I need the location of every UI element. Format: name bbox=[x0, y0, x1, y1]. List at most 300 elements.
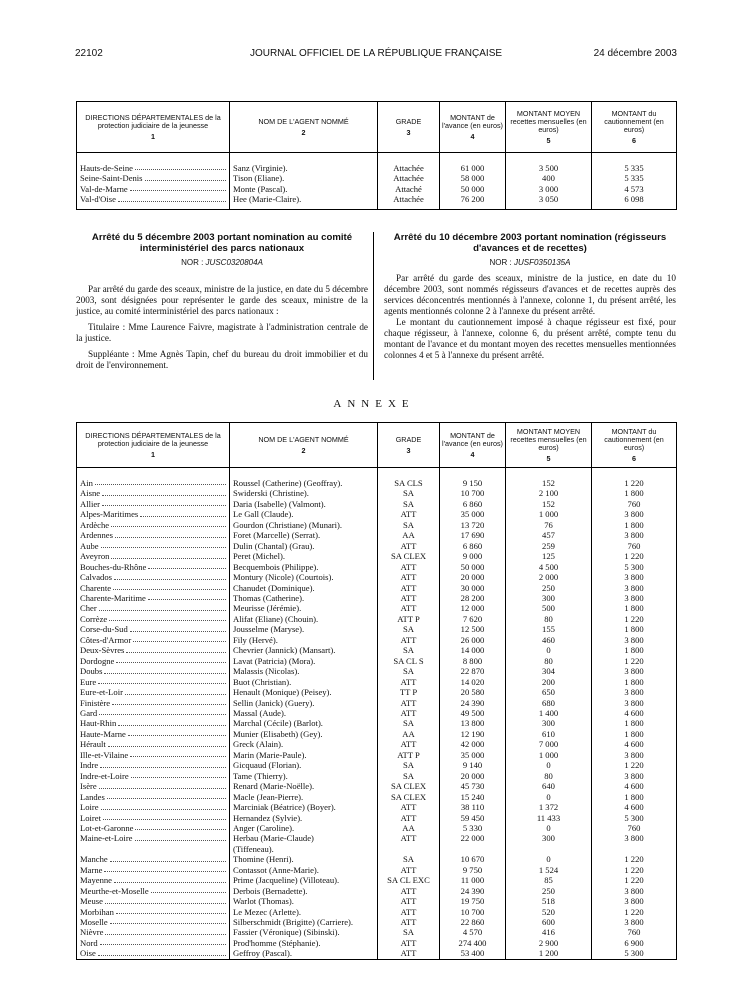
table-row bbox=[77, 572, 677, 582]
agent-name: Prod'homme (Stéphanie). bbox=[230, 938, 378, 948]
advance-amount: 15 240 bbox=[440, 792, 506, 802]
department-label: Mayenne bbox=[80, 875, 112, 886]
table-row bbox=[77, 163, 677, 173]
department-label: Eure-et-Loir bbox=[80, 687, 123, 698]
column-header bbox=[506, 423, 592, 468]
table-row bbox=[77, 603, 677, 613]
advance-amount: 10 700 bbox=[440, 488, 506, 498]
regisseurs-table-top bbox=[76, 101, 677, 210]
bond-amount: 1 800 bbox=[592, 520, 677, 530]
advance-amount: 42 000 bbox=[440, 739, 506, 749]
agent-name: Chanudet (Dominique). bbox=[230, 583, 378, 593]
department-name bbox=[80, 833, 226, 843]
department-label: Aube bbox=[80, 540, 99, 551]
dot-leader bbox=[114, 572, 226, 579]
agent-name: Jousselme (Maryse). bbox=[230, 624, 378, 634]
department-name bbox=[80, 865, 226, 875]
advance-amount: 9 140 bbox=[440, 760, 506, 770]
department-label: Oise bbox=[80, 948, 96, 959]
bond-amount: 1 800 bbox=[592, 677, 677, 687]
dot-leader bbox=[151, 886, 226, 893]
table-row bbox=[77, 499, 677, 509]
table-cell bbox=[77, 739, 230, 749]
dot-leader bbox=[148, 593, 226, 600]
table-row bbox=[77, 750, 677, 760]
table-cell bbox=[77, 603, 230, 613]
monthly-receipts: 0 bbox=[506, 645, 592, 655]
department-name bbox=[80, 781, 226, 791]
monthly-receipts: 0 bbox=[506, 760, 592, 770]
advance-amount: 13 720 bbox=[440, 520, 506, 530]
grade: Attachée bbox=[378, 163, 440, 173]
bond-amount: 4 600 bbox=[592, 781, 677, 791]
bond-amount: 3 800 bbox=[592, 666, 677, 676]
table-cell bbox=[77, 677, 230, 687]
department-label: Hauts-de-Seine bbox=[80, 163, 133, 173]
monthly-receipts: 80 bbox=[506, 614, 592, 624]
department-name bbox=[80, 739, 226, 749]
department-name bbox=[80, 614, 226, 624]
bond-amount: 1 220 bbox=[592, 907, 677, 917]
advance-amount: 22 870 bbox=[440, 666, 506, 676]
article-left-paragraph: Par arrêté du garde des sceaux, ministre de la justice, en date du 5 décembre 2003, sont désignées pour représenter le garde des sceaux, ministre de la justice, au comité interministériel des parcs nationaux : bbox=[76, 284, 368, 316]
table-row bbox=[77, 593, 677, 603]
advance-amount: 274 400 bbox=[440, 938, 506, 948]
advance-amount: 24 390 bbox=[440, 886, 506, 896]
table-row bbox=[77, 194, 677, 204]
article-right-title: Arrêté du 10 décembre 2003 portant nomination (régisseurs d'avances et de recettes) bbox=[393, 232, 667, 254]
monthly-receipts: 416 bbox=[506, 927, 592, 937]
department-label: Ille-et-Vilaine bbox=[80, 749, 129, 760]
department-name bbox=[80, 572, 226, 582]
column-header-number: 6 bbox=[632, 453, 636, 463]
department-name bbox=[80, 687, 226, 697]
department-name bbox=[80, 541, 226, 551]
column-header-label: MONTANT du cautionnement (en euros) bbox=[604, 108, 664, 134]
advance-amount: 14 020 bbox=[440, 677, 506, 687]
bond-amount: 1 220 bbox=[592, 656, 677, 666]
table-row bbox=[77, 173, 677, 183]
table-row bbox=[77, 927, 677, 937]
agent-name: Peret (Michel). bbox=[230, 551, 378, 561]
grade: ATT bbox=[378, 541, 440, 551]
monthly-receipts: 0 bbox=[506, 792, 592, 802]
table-row bbox=[77, 698, 677, 708]
monthly-receipts: 76 bbox=[506, 520, 592, 530]
agent-name: Herbau (Marie-Claude) bbox=[230, 833, 378, 843]
department-name bbox=[80, 927, 226, 937]
table-row bbox=[77, 833, 677, 843]
table-cell bbox=[77, 624, 230, 634]
agent-name: Le Gall (Claude). bbox=[230, 509, 378, 519]
agent-name: Tame (Thierry). bbox=[230, 771, 378, 781]
department-name bbox=[80, 854, 226, 864]
bond-amount: 3 800 bbox=[592, 530, 677, 540]
monthly-receipts: 300 bbox=[506, 718, 592, 728]
department-name bbox=[80, 698, 226, 708]
bond-amount: 4 600 bbox=[592, 739, 677, 749]
table-row bbox=[77, 896, 677, 906]
agent-name: Alifat (Eliane) (Chouin). bbox=[230, 614, 378, 624]
agent-name: Montury (Nicole) (Courtois). bbox=[230, 572, 378, 582]
table-row bbox=[77, 813, 677, 823]
bond-amount: 4 600 bbox=[592, 708, 677, 718]
advance-amount: 50 000 bbox=[440, 562, 506, 572]
department-label: Maine-et-Loire bbox=[80, 833, 133, 844]
table-row bbox=[77, 781, 677, 791]
department-name bbox=[80, 645, 226, 655]
advance-amount: 20 000 bbox=[440, 572, 506, 582]
table-cell bbox=[77, 163, 230, 173]
grade: ATT P bbox=[378, 614, 440, 624]
column-header bbox=[440, 102, 506, 153]
spacer-cell bbox=[230, 959, 378, 960]
grade: SA CL EXC bbox=[378, 875, 440, 885]
spacer-cell bbox=[440, 153, 506, 164]
bond-amount: 4 573 bbox=[592, 184, 677, 194]
table-row bbox=[77, 739, 677, 749]
table-cell bbox=[77, 844, 230, 854]
table-row bbox=[77, 645, 677, 655]
department-name bbox=[80, 886, 226, 896]
department-name bbox=[80, 938, 226, 948]
grade: AA bbox=[378, 530, 440, 540]
department-label: Val-d'Oise bbox=[80, 194, 116, 205]
department-label: Allier bbox=[80, 498, 101, 509]
grade: ATT bbox=[378, 833, 440, 843]
agent-name: Thomas (Catherine). bbox=[230, 593, 378, 603]
monthly-receipts: 7 000 bbox=[506, 739, 592, 749]
table-row bbox=[77, 530, 677, 540]
spacer-cell bbox=[378, 205, 440, 210]
spacer-cell bbox=[230, 153, 378, 164]
grade: ATT bbox=[378, 938, 440, 948]
grade: ATT bbox=[378, 896, 440, 906]
table-cell bbox=[77, 907, 230, 917]
grade: ATT bbox=[378, 813, 440, 823]
bond-amount: 1 800 bbox=[592, 603, 677, 613]
department-name bbox=[80, 499, 226, 509]
page-number: 22102 bbox=[75, 48, 103, 59]
monthly-receipts: 259 bbox=[506, 541, 592, 551]
bond-amount: 3 800 bbox=[592, 509, 677, 519]
table-row bbox=[77, 677, 677, 687]
column-header-number: 3 bbox=[406, 127, 411, 137]
table-cell bbox=[77, 781, 230, 791]
advance-amount: 61 000 bbox=[440, 163, 506, 173]
department-label: Hérault bbox=[80, 739, 106, 750]
table-cell bbox=[77, 698, 230, 708]
monthly-receipts: 610 bbox=[506, 729, 592, 739]
column-header-number: 1 bbox=[151, 131, 155, 141]
bond-amount: 760 bbox=[592, 927, 677, 937]
table-row bbox=[77, 583, 677, 593]
advance-amount: 38 110 bbox=[440, 802, 506, 812]
agent-name: Marciniak (Béatrice) (Boyer). bbox=[230, 802, 378, 812]
dot-leader bbox=[99, 781, 226, 788]
department-label: Ain bbox=[80, 478, 93, 488]
grade: ATT bbox=[378, 635, 440, 645]
agent-name: Tison (Eliane). bbox=[230, 173, 378, 183]
table-row bbox=[77, 184, 677, 194]
table-cell bbox=[77, 635, 230, 645]
column-header-number: 4 bbox=[470, 131, 475, 141]
grade: ATT bbox=[378, 572, 440, 582]
department-name bbox=[80, 478, 226, 488]
table-cell bbox=[77, 488, 230, 498]
table-cell bbox=[77, 614, 230, 624]
dot-leader bbox=[116, 907, 226, 914]
monthly-receipts: 304 bbox=[506, 666, 592, 676]
table-cell bbox=[77, 551, 230, 561]
grade: SA bbox=[378, 499, 440, 509]
grade: SA bbox=[378, 666, 440, 676]
dot-leader bbox=[111, 551, 226, 558]
table-cell bbox=[77, 729, 230, 739]
dot-leader bbox=[130, 624, 226, 631]
bond-amount: 1 800 bbox=[592, 488, 677, 498]
column-header-number: 2 bbox=[301, 445, 306, 455]
bond-amount: 1 800 bbox=[592, 645, 677, 655]
column-header-number: 6 bbox=[632, 135, 636, 145]
department-label: Corse-du-Sud bbox=[80, 624, 128, 635]
monthly-receipts: 460 bbox=[506, 635, 592, 645]
column-header-label: MONTANT MOYEN recettes mensuelles (en euros) bbox=[510, 108, 587, 134]
department-name bbox=[80, 184, 226, 194]
table-row bbox=[77, 635, 677, 645]
bond-amount: 760 bbox=[592, 499, 677, 509]
grade: Attaché bbox=[378, 184, 440, 194]
column-header-label: GRADE bbox=[395, 434, 422, 444]
bond-amount: 3 800 bbox=[592, 583, 677, 593]
agent-name: Becquembois (Philippe). bbox=[230, 562, 378, 572]
monthly-receipts: 3 500 bbox=[506, 163, 592, 173]
table-row bbox=[77, 718, 677, 728]
grade: SA bbox=[378, 624, 440, 634]
spacer-cell bbox=[440, 205, 506, 210]
dot-leader bbox=[135, 833, 227, 840]
article-left-paragraph: Suppléante : Mme Agnès Tapin, chef du bureau du droit immobilier et du droit de l'environnement. bbox=[76, 349, 368, 370]
annexe-table bbox=[76, 422, 677, 960]
dot-leader bbox=[140, 509, 226, 516]
spacer-cell bbox=[378, 468, 440, 479]
table-cell bbox=[77, 865, 230, 875]
department-name bbox=[80, 163, 226, 173]
grade: TT P bbox=[378, 687, 440, 697]
table-cell bbox=[77, 896, 230, 906]
table-cell bbox=[77, 572, 230, 582]
department-label: Meurthe-et-Moselle bbox=[80, 885, 149, 896]
table-cell bbox=[77, 583, 230, 593]
table-cell bbox=[77, 854, 230, 864]
spacer-cell bbox=[440, 468, 506, 479]
advance-amount: 12 190 bbox=[440, 729, 506, 739]
table-cell bbox=[77, 760, 230, 770]
department-label: Morbihan bbox=[80, 906, 114, 917]
dot-leader bbox=[128, 729, 226, 736]
agent-name: Derbois (Bernadette). bbox=[230, 886, 378, 896]
agent-name: Munier (Elisabeth) (Gey). bbox=[230, 729, 378, 739]
table-cell bbox=[77, 530, 230, 540]
table-row bbox=[77, 656, 677, 666]
monthly-receipts: 200 bbox=[506, 677, 592, 687]
grade: AA bbox=[378, 823, 440, 833]
agent-name: Marchal (Cécile) (Barlot). bbox=[230, 718, 378, 728]
table-row bbox=[77, 865, 677, 875]
grade: Attachée bbox=[378, 194, 440, 204]
table-cell bbox=[77, 927, 230, 937]
table-row bbox=[77, 907, 677, 917]
dot-leader bbox=[98, 948, 226, 955]
dot-leader bbox=[109, 614, 226, 621]
advance-amount: 10 670 bbox=[440, 854, 506, 864]
bond-amount: 760 bbox=[592, 823, 677, 833]
column-header-label: NOM DE L'AGENT NOMMÉ bbox=[258, 116, 349, 126]
agent-name: Buot (Christian). bbox=[230, 677, 378, 687]
agent-name: Thomine (Henri). bbox=[230, 854, 378, 864]
column-header-label: MONTANT de l'avance (en euros) bbox=[442, 112, 503, 130]
table-cell bbox=[77, 886, 230, 896]
department-label: Alpes-Maritimes bbox=[80, 509, 139, 520]
agent-name: Anger (Caroline). bbox=[230, 823, 378, 833]
agent-name: Lavat (Patricia) (Mora). bbox=[230, 656, 378, 666]
column-header-number: 3 bbox=[406, 445, 411, 455]
department-name bbox=[80, 530, 226, 540]
agent-name: Marin (Marie-Paule). bbox=[230, 750, 378, 760]
table-row bbox=[77, 792, 677, 802]
nor-code: JUSF0350135A bbox=[513, 258, 571, 267]
grade: SA CLEX bbox=[378, 551, 440, 561]
grade: SA CLS bbox=[378, 478, 440, 488]
department-name bbox=[80, 875, 226, 885]
dot-leader bbox=[100, 938, 226, 945]
grade: ATT bbox=[378, 708, 440, 718]
advance-amount: 45 730 bbox=[440, 781, 506, 791]
department-label: Ardèche bbox=[80, 519, 110, 530]
dot-leader bbox=[104, 666, 226, 673]
agent-name: Greck (Alain). bbox=[230, 739, 378, 749]
agent-name: Renard (Marie-Noëlle). bbox=[230, 781, 378, 791]
spacer-cell bbox=[506, 205, 592, 210]
department-label: Haut-Rhin bbox=[80, 718, 117, 729]
agent-name: Monte (Pascal). bbox=[230, 184, 378, 194]
table-row bbox=[77, 666, 677, 676]
dot-leader bbox=[105, 896, 226, 903]
bond-amount: 3 800 bbox=[592, 833, 677, 843]
agent-name: Roussel (Catherine) (Geoffray). bbox=[230, 478, 378, 488]
advance-amount: 30 000 bbox=[440, 583, 506, 593]
table-row bbox=[77, 917, 677, 927]
department-name bbox=[80, 792, 226, 802]
department-label: Isère bbox=[80, 781, 97, 792]
department-name bbox=[80, 593, 226, 603]
article-left bbox=[76, 232, 368, 371]
advance-amount: 22 000 bbox=[440, 833, 506, 843]
department-label: Landes bbox=[80, 791, 105, 802]
grade: SA bbox=[378, 771, 440, 781]
grade: ATT bbox=[378, 593, 440, 603]
grade: SA bbox=[378, 520, 440, 530]
grade: SA bbox=[378, 854, 440, 864]
department-label: Gard bbox=[80, 707, 98, 718]
agent-name: Fily (Hervé). bbox=[230, 635, 378, 645]
dot-leader bbox=[118, 194, 226, 201]
article-right-paragraph: Le montant du cautionnement imposé à chaque régisseur est fixé, pour chaque régisseur, à l'annexe, colonne 6, du présent arrêté, compte tenu du montant de l'avance et du montant moyen des recettes mensuelles mentionnées colonnes 4 et 5 à l'annexe du présent arrêté. bbox=[384, 317, 676, 360]
dot-leader bbox=[95, 478, 226, 485]
table-cell bbox=[77, 541, 230, 551]
department-name bbox=[80, 750, 226, 760]
advance-amount: 11 000 bbox=[440, 875, 506, 885]
dot-leader bbox=[105, 927, 226, 934]
spacer-cell bbox=[77, 959, 230, 960]
dot-leader bbox=[135, 163, 226, 170]
department-name bbox=[80, 802, 226, 812]
table-cell bbox=[77, 875, 230, 885]
monthly-receipts: 3 000 bbox=[506, 184, 592, 194]
column-header bbox=[378, 102, 440, 153]
dot-leader bbox=[125, 687, 226, 694]
department-label: Doubs bbox=[80, 666, 103, 677]
table-cell bbox=[77, 509, 230, 519]
table-cell bbox=[77, 593, 230, 603]
agent-name: Sellin (Janick) (Guery). bbox=[230, 698, 378, 708]
column-header bbox=[230, 102, 378, 153]
agent-name: Silberschmidt (Brigitte) (Carriere). bbox=[230, 917, 378, 927]
nor-code: JUSC0320804A bbox=[205, 258, 263, 267]
table-cell bbox=[77, 666, 230, 676]
advance-amount: 26 000 bbox=[440, 635, 506, 645]
table-row bbox=[77, 802, 677, 812]
department-label: Seine-Saint-Denis bbox=[80, 173, 143, 184]
table-cell bbox=[77, 499, 230, 509]
department-name bbox=[80, 896, 226, 906]
table-row bbox=[77, 729, 677, 739]
table-cell bbox=[77, 771, 230, 781]
grade: SA CL S bbox=[378, 656, 440, 666]
advance-amount: 9 150 bbox=[440, 478, 506, 488]
column-header-label: MONTANT du cautionnement (en euros) bbox=[604, 426, 664, 452]
monthly-receipts: 2 900 bbox=[506, 938, 592, 948]
dot-leader bbox=[148, 562, 226, 569]
article-right-nor: NOR : JUSF0350135A bbox=[489, 258, 571, 267]
department-name bbox=[80, 551, 226, 561]
table-cell bbox=[77, 813, 230, 823]
grade: ATT bbox=[378, 698, 440, 708]
table-row bbox=[77, 478, 677, 488]
grade bbox=[378, 844, 440, 854]
spacer-cell bbox=[506, 959, 592, 960]
advance-amount: 12 000 bbox=[440, 603, 506, 613]
department-label: Lot-et-Garonne bbox=[80, 822, 134, 833]
dot-leader bbox=[104, 865, 226, 872]
advance-amount: 76 200 bbox=[440, 194, 506, 204]
spacer-cell bbox=[506, 468, 592, 479]
monthly-receipts: 0 bbox=[506, 854, 592, 864]
table-row bbox=[77, 948, 677, 958]
department-label: Calvados bbox=[80, 572, 112, 583]
bond-amount: 1 220 bbox=[592, 614, 677, 624]
monthly-receipts: 300 bbox=[506, 593, 592, 603]
spacer-cell bbox=[77, 468, 230, 479]
department-label: Loiret bbox=[80, 812, 101, 823]
bond-amount: 3 800 bbox=[592, 896, 677, 906]
dot-leader bbox=[108, 739, 226, 746]
advance-amount: 28 200 bbox=[440, 593, 506, 603]
column-header-label: NOM DE L'AGENT NOMMÉ bbox=[258, 434, 349, 444]
department-name bbox=[80, 760, 226, 770]
table-cell bbox=[77, 792, 230, 802]
monthly-receipts: 457 bbox=[506, 530, 592, 540]
